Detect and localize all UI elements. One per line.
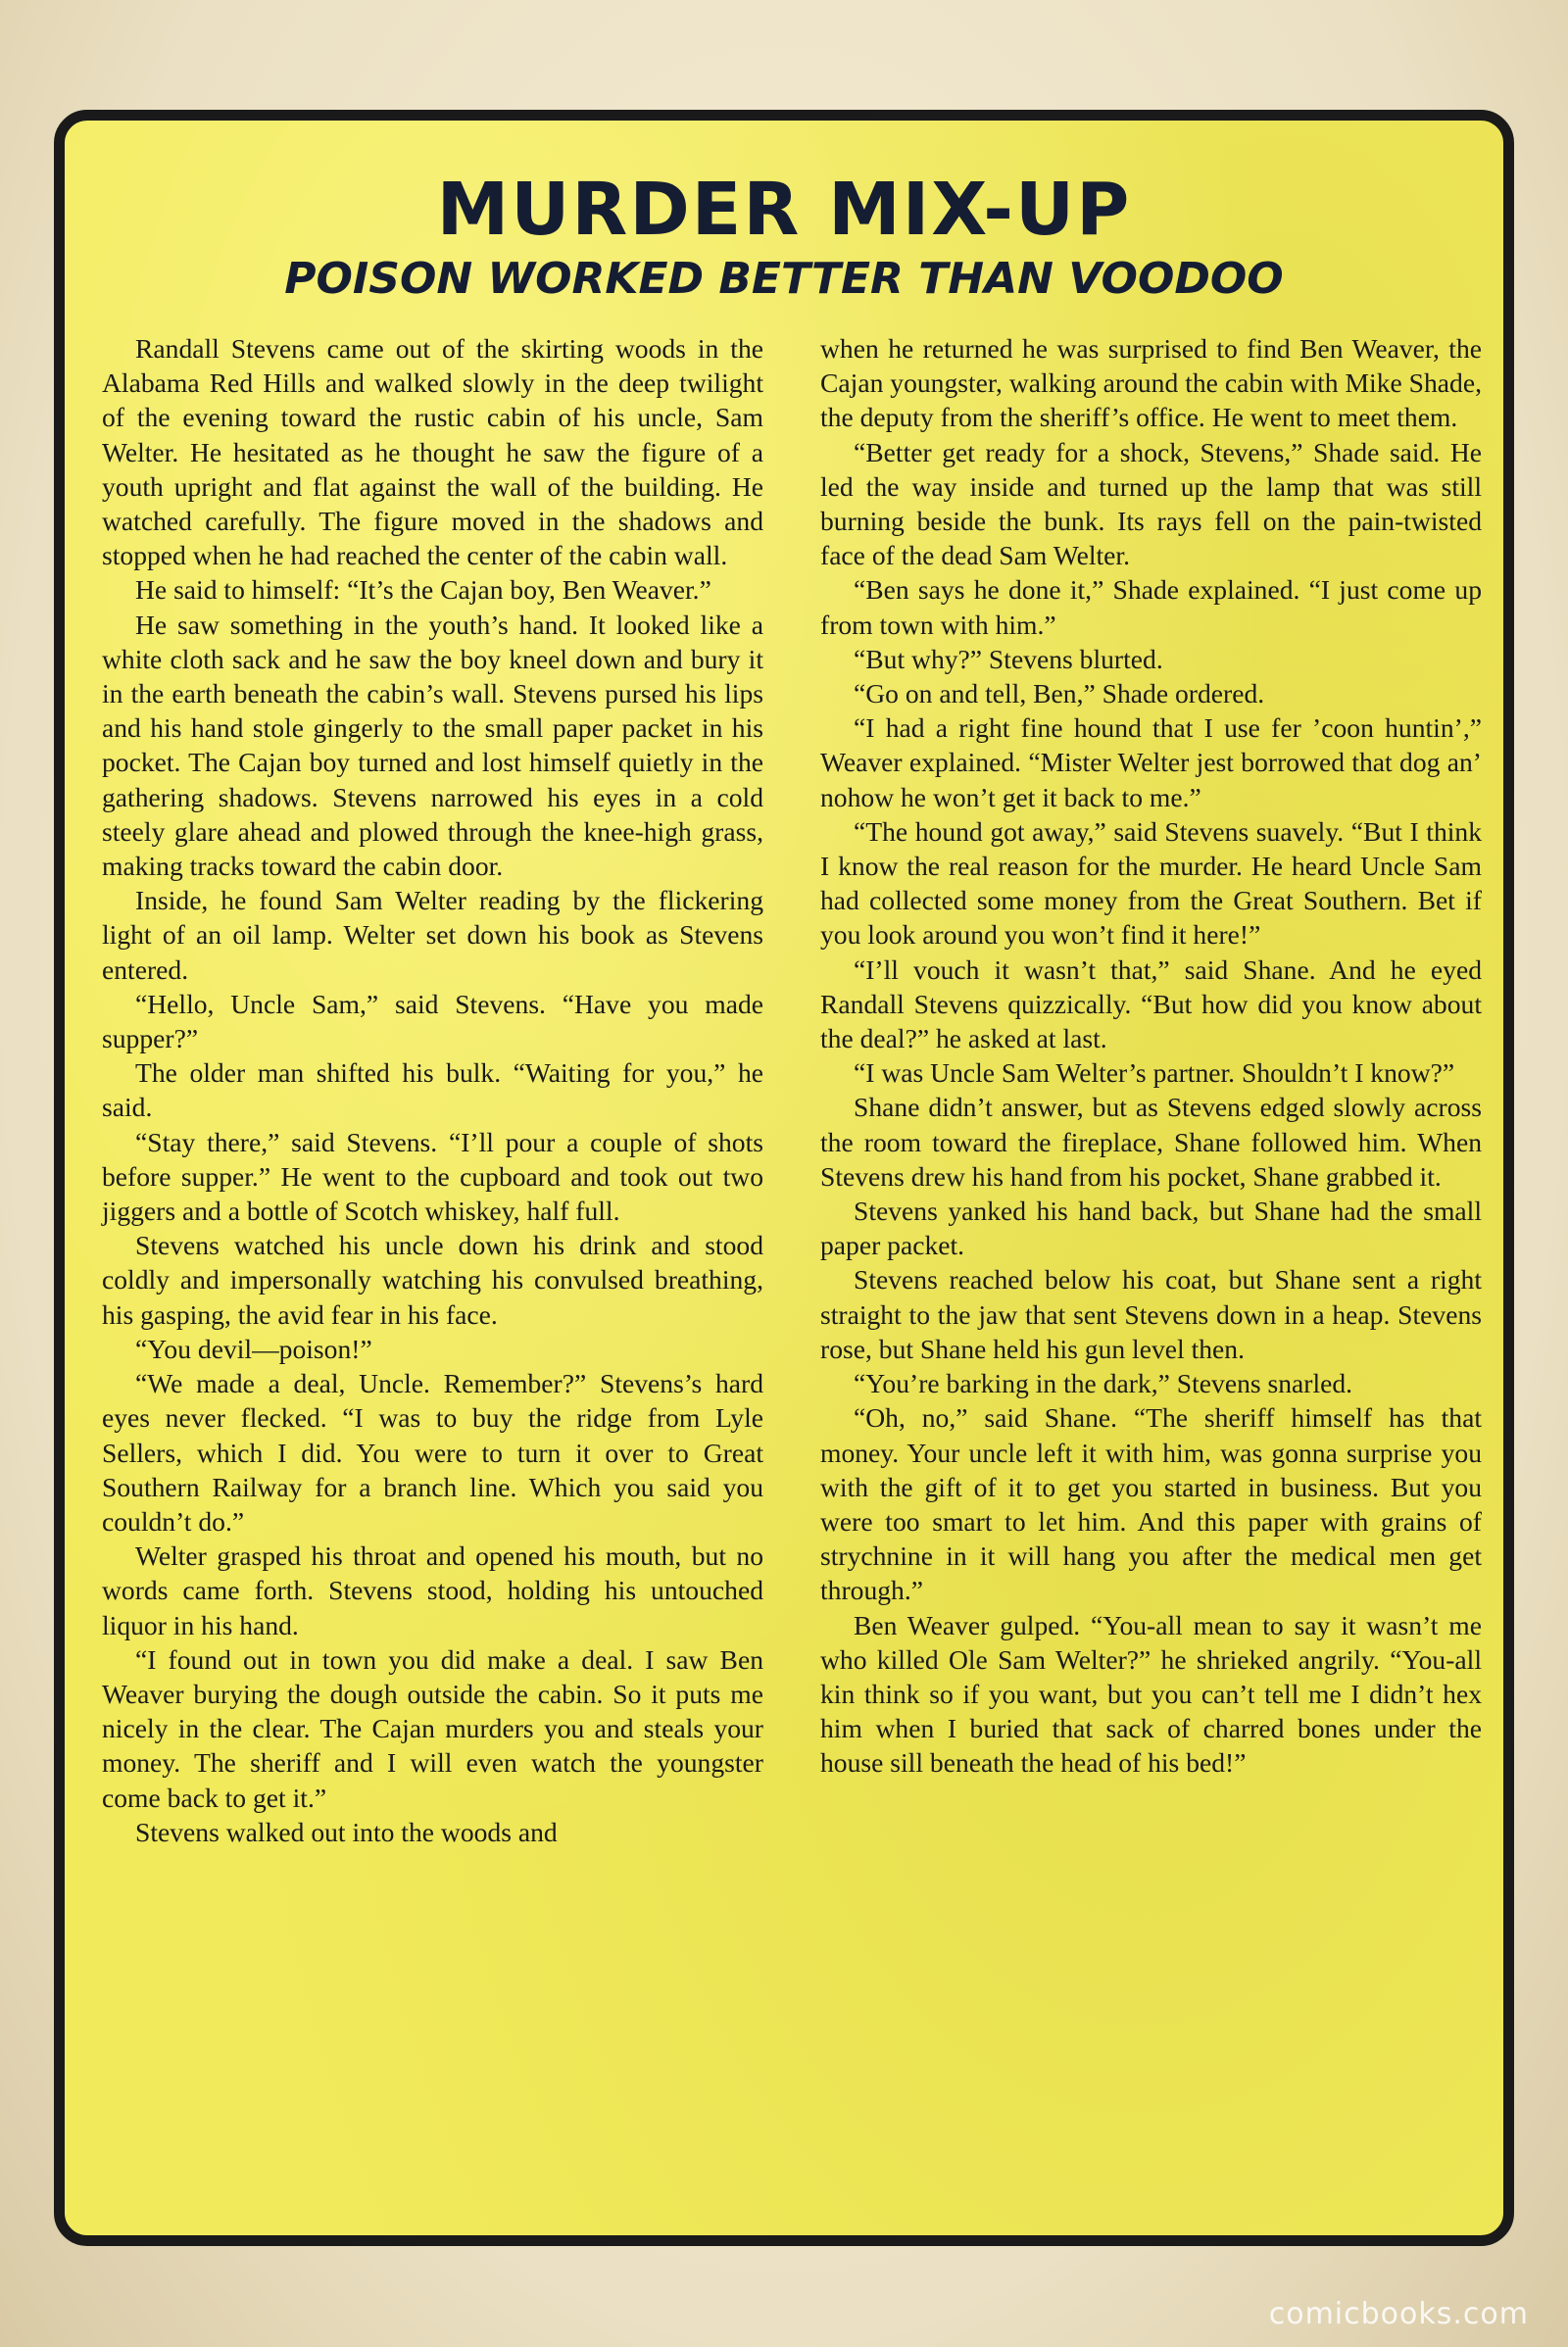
paragraph: Inside, he found Sam Welter reading by the flickering light of an oil lamp. Welter set down his book as Stevens entered. xyxy=(102,885,763,985)
paragraph: “Go on and tell, Ben,” Shade ordered. xyxy=(854,678,1265,709)
paragraph: Stevens reached below his coat, but Shane sent a right straight to the jaw that sent Stevens down in a heap. Stevens rose, but Shane held his gun level then. xyxy=(820,1264,1482,1364)
paragraph: “Ben says he done it,” Shade explained. “I just come up from town with him.” xyxy=(820,574,1482,640)
story-panel xyxy=(54,110,1514,2246)
story-left-column xyxy=(102,331,763,1849)
paragraph: “You devil—poison!” xyxy=(135,1333,372,1364)
story-title: MURDER MIX-UP xyxy=(436,168,1132,252)
paragraph: Stevens walked out into the woods and xyxy=(135,1816,558,1847)
paragraph: The older man shifted his bulk. “Waiting for you,” he said. xyxy=(102,1057,763,1123)
watermark: comicbooks.com xyxy=(1268,2297,1529,2331)
paragraph: “The hound got away,” said Stevens suavely. “But I think I know the real reason for the murder. He heard Uncle Sam had collected some money from the Great Southern. Bet if you look around you won’t find it here!” xyxy=(820,815,1482,951)
paragraph: Shane didn’t answer, but as Stevens edged slowly across the room toward the fireplace, Shane followed him. When Stevens drew his hand from his pocket, Shane grabbed it. xyxy=(820,1092,1482,1192)
story-subtitle: POISON WORKED BETTER THAN VOODOO xyxy=(284,254,1284,304)
paragraph: Stevens watched his uncle down his drink and stood coldly and impersonally watching his convulsed breathing, his gasping, the avid fear in his face. xyxy=(102,1230,763,1330)
paragraph: “I had a right fine hound that I use fer ’coon huntin’,” Weaver explained. “Mister Welter jest borrowed that dog an’ nohow he won’t get it back to me.” xyxy=(820,712,1482,812)
paragraph: Stevens yanked his hand back, but Shane had the small paper packet. xyxy=(820,1196,1482,1261)
paragraph: Randall Stevens came out of the skirting woods in the Alabama Red Hills and walked slowly in the deep twilight of the evening toward the rustic cabin of his uncle, Sam Welter. He hesitated as he thought he saw the figure of a youth upright and flat against the wall of the building. He watched carefully. The figure moved in the shadows and stopped when he had reached the center of the cabin wall. xyxy=(102,333,763,571)
paragraph: “Oh, no,” said Shane. “The sheriff himself has that money. Your uncle left it with him, was gonna surprise you with the gift of it to get you started in business. But you were too smart to let him. And this paper with grains of strychnine in it will hang you after the medical men get through.” xyxy=(820,1402,1482,1606)
paragraph: “We made a deal, Uncle. Remember?” Stevens’s hard eyes never flecked. “I was to buy the ridge from Lyle Sellers, which I did. You were to turn it over to Great Southern Railway for a branch line. Which you said you couldn’t do.” xyxy=(102,1368,763,1537)
paragraph: “You’re barking in the dark,” Stevens snarled. xyxy=(854,1368,1353,1399)
paragraph-continuation: when he returned he was surprised to find Ben Weaver, the Cajan youngster, walking around the cabin with Mike Shade, the deputy from the sheriff’s office. He went to meet them. xyxy=(820,333,1482,433)
paragraph: He saw something in the youth’s hand. It looked like a white cloth sack and he saw the boy kneel down and bury it in the earth beneath the cabin’s wall. Stevens pursed his lips and his hand stole gingerly to the small paper packet in his pocket. The Cajan boy turned and lost himself quietly in the gathering shadows. Stevens narrowed his eyes in a cold steely glare ahead and plowed through the knee-high grass, making tracks toward the cabin door. xyxy=(102,609,763,882)
paragraph: “But why?” Stevens blurted. xyxy=(854,643,1163,674)
paragraph: “Stay there,” said Stevens. “I’ll pour a couple of shots before supper.” He went to the cupboard and took out two jiggers and a bottle of Scotch whiskey, half full. xyxy=(102,1126,763,1227)
paragraph: “I found out in town you did make a deal. I saw Ben Weaver burying the dough outside the cabin. So it puts me nicely in the clear. The Cajan murders you and steals your money. The sheriff and I will even watch the youngster come back to get it.” xyxy=(102,1643,763,1813)
paragraph: “Better get ready for a shock, Stevens,” Shade said. He led the way inside and turned up the lamp that was still burning beside the bunk. Its rays fell on the pain-twisted face of the dead Sam Welter. xyxy=(820,436,1482,571)
story-right-column xyxy=(820,331,1482,1781)
paragraph: “I was Uncle Sam Welter’s partner. Shouldn’t I know?” xyxy=(854,1057,1455,1089)
paragraph: “Hello, Uncle Sam,” said Stevens. “Have you made supper?” xyxy=(102,988,763,1054)
paragraph: He said to himself: “It’s the Cajan boy, Ben Weaver.” xyxy=(135,574,711,606)
paragraph: “I’ll vouch it wasn’t that,” said Shane. And he eyed Randall Stevens quizzically. “But how did you know about the deal?” he asked at last. xyxy=(820,953,1482,1054)
paragraph: Ben Weaver gulped. “You-all mean to say it wasn’t me who killed Ole Sam Welter?” he shrieked angrily. “You-all kin think so if you want, but you can’t tell me I didn’t hex him when I buried that sack of charred bones under the house sill beneath the head of his bed!” xyxy=(820,1609,1482,1779)
paragraph: Welter grasped his throat and opened his mouth, but no words came forth. Stevens stood, holding his untouched liquor in his hand. xyxy=(102,1540,763,1640)
